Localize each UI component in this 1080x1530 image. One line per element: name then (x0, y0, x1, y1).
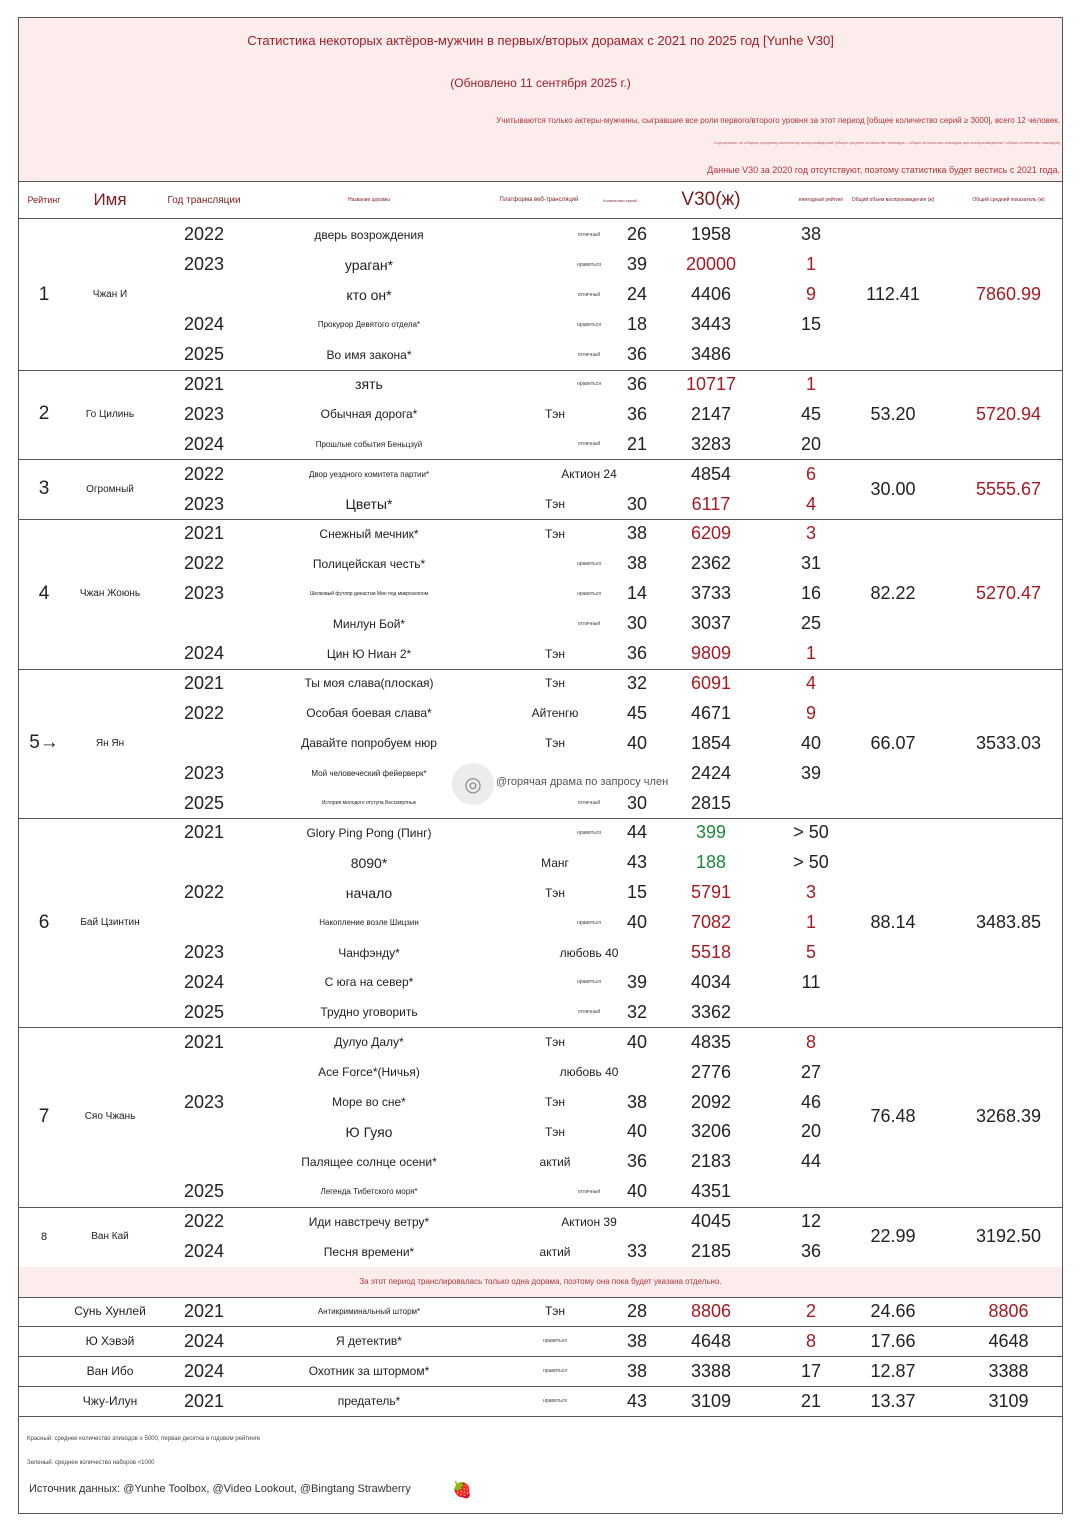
annual-rank: 4 (805, 672, 816, 693)
actor-name: Сунь Хунлей (74, 1304, 146, 1319)
platform-name: нравиться (577, 321, 601, 328)
v30-value: 3486 (690, 344, 732, 365)
total-views: 88.14 (870, 912, 916, 933)
drama-title: Море во сне* (332, 1095, 406, 1110)
platform-name: нравиться (577, 381, 601, 388)
annual-rank: 31 (800, 553, 822, 574)
episode-count: 33 (626, 1241, 648, 1262)
drama-title: Дулуо Далу* (334, 1035, 404, 1050)
average-views: 8806 (988, 1300, 1029, 1321)
platform-name: Тэн (544, 885, 566, 900)
broadcast-year: 2024 (183, 314, 225, 335)
v30-value: 3443 (690, 314, 732, 335)
legend-red: Красный: среднее количество эпизодов ≥ 5000, первая десятка в годовом рейтинге (27, 1436, 261, 1442)
drama-title: дверь возрождения (314, 227, 424, 242)
drama-title: Минлун Бой* (332, 616, 406, 631)
platform-name: Тэн (544, 646, 566, 661)
total-views: 13.37 (870, 1390, 916, 1411)
platform-name: Тэн (544, 1095, 566, 1110)
episode-count: 38 (626, 523, 648, 544)
platform-name: отличный (577, 800, 601, 807)
broadcast-year: 2021 (183, 672, 225, 693)
total-views: 66.07 (870, 732, 916, 753)
annual-rank: 21 (800, 1390, 822, 1411)
col-total-header: Общий объем воспроизведения (ж) (831, 182, 955, 219)
drama-title: Охотник за штормом* (308, 1364, 430, 1379)
platform-name: Тэн (544, 1124, 566, 1139)
average-views: 3533.03 (975, 732, 1042, 753)
episode-count: 38 (626, 1330, 648, 1351)
platform-name: нравиться (543, 1368, 567, 1375)
platform-name: Тэн (544, 526, 566, 541)
broadcast-year (151, 1147, 257, 1177)
annual-rank: 1 (805, 373, 816, 394)
drama-title: Ace Force*(Ничья) (318, 1065, 420, 1080)
drama-title: кто он* (346, 286, 392, 303)
watermark-text: @горячая драма по запросу член (496, 776, 669, 788)
v30-value: 7082 (690, 912, 732, 933)
annual-rank: 12 (800, 1211, 822, 1232)
total-views: 24.66 (870, 1300, 916, 1321)
v30-value: 3388 (690, 1360, 732, 1381)
broadcast-year: 2022 (183, 224, 225, 245)
col-avg-header: Общий средний показатель (ж) (955, 182, 1062, 219)
platform-name: актий (539, 1244, 571, 1259)
platform-name: отличный (577, 620, 601, 627)
broadcast-year: 2023 (183, 942, 225, 963)
single-drama-note: За этот период транслировалась только одна дорама, поэтому она пока будет указана отдельно. (359, 1276, 722, 1286)
annual-rank: 16 (800, 583, 822, 604)
annual-rank: 9 (805, 284, 816, 305)
broadcast-year: 2024 (183, 1360, 225, 1381)
broadcast-year: 2023 (183, 1091, 225, 1112)
actor-name: Го Цилинь (85, 408, 135, 420)
drama-title: Шелковый футляр династии Мин под микроскопом (309, 590, 429, 597)
sheet-header (19, 18, 1062, 182)
broadcast-year: 2025 (183, 1181, 225, 1202)
average-views: 3483.85 (975, 912, 1042, 933)
total-views: 53.20 (870, 403, 916, 424)
broadcast-year: 2022 (183, 882, 225, 903)
annual-rank: 6 (805, 463, 816, 484)
platform-name: отличный (577, 291, 601, 298)
episode-count: 15 (626, 882, 648, 903)
total-views: 112.41 (866, 284, 920, 305)
average-views: 4648 (988, 1330, 1029, 1351)
drama-title: Прокурор Девятого отдела* (317, 320, 421, 330)
broadcast-year: 2025 (183, 792, 225, 813)
platform-name: Тэн (544, 407, 566, 422)
v30-value: 2185 (690, 1241, 732, 1262)
broadcast-year: 2024 (183, 643, 225, 664)
annual-rank: 39 (800, 762, 822, 783)
annual-rank: 9 (805, 702, 816, 723)
platform-name: нравиться (577, 919, 601, 926)
broadcast-year: 2022 (183, 1211, 225, 1232)
average-views: 7860.99 (975, 284, 1042, 305)
broadcast-year: 2025 (183, 344, 225, 365)
col-year-header: Год трансляции (151, 182, 257, 219)
platform-name: отличный (577, 441, 601, 448)
v30-value: 1854 (690, 732, 732, 753)
annual-rank (779, 340, 843, 370)
v30-value: 3283 (690, 433, 732, 454)
total-views: 82.22 (870, 583, 916, 604)
annual-rank (779, 788, 843, 818)
v30-value: 2776 (690, 1061, 732, 1082)
row-divider (19, 1416, 1062, 1417)
v30-value: 6209 (690, 523, 732, 544)
episode-count: 40 (626, 1121, 648, 1142)
episode-count: 24 (626, 284, 648, 305)
drama-title: Чанфэнду* (338, 945, 400, 960)
v30-value: 3109 (690, 1390, 732, 1411)
stats-sheet (18, 17, 1063, 1514)
drama-title: Glory Ping Pong (Пинг) (306, 825, 432, 840)
average-views: 3268.39 (975, 1106, 1042, 1127)
drama-title: Давайте попробуем нюр (301, 736, 437, 751)
broadcast-year: 2023 (183, 403, 225, 424)
annual-rank: 17 (800, 1360, 822, 1381)
v30-value: 4671 (690, 702, 732, 723)
episode-count: 32 (626, 1001, 648, 1022)
episode-count: 30 (626, 493, 648, 514)
rank-number: 6 (38, 911, 50, 933)
average-views: 3192.50 (975, 1226, 1042, 1247)
annual-rank (779, 1177, 843, 1207)
v30-value: 10717 (685, 373, 737, 394)
platform-name: Актион 39 (561, 1214, 617, 1229)
annual-rank: 4 (805, 493, 816, 514)
drama-title: Прошлые события Беньцзуй (315, 439, 423, 449)
platform-name: нравиться (577, 590, 601, 597)
annual-rank: 20 (800, 1121, 822, 1142)
data-source: Источник данных: @Yunhe Toolbox, @Video Lookout, @Bingtang Strawberry (29, 1483, 411, 1495)
actor-name: Чжу-Илун (82, 1394, 138, 1409)
annual-rank: 2 (805, 1300, 816, 1321)
v30-value: 9809 (690, 643, 732, 664)
criteria-note: Учитываются только актеры-мужчины, сыгравшие все роли первого/второго уровня за этот период [общее количество серий ≥ 3000], всего 12 человек. (496, 116, 1060, 125)
drama-title: Во имя закона* (326, 347, 412, 362)
drama-title: ураган* (344, 256, 394, 273)
v30-value: 20000 (685, 254, 737, 275)
platform-name: любовь 40 (559, 1065, 619, 1080)
v30-value: 2147 (690, 403, 732, 424)
v30-value: 4034 (690, 971, 732, 992)
annual-rank: 5 (805, 942, 816, 963)
average-views: 3109 (988, 1390, 1029, 1411)
platform-name: нравиться (543, 1338, 567, 1345)
broadcast-year (151, 1117, 257, 1147)
platform-name: нравиться (577, 560, 601, 567)
actor-name: Чжан И (92, 289, 128, 301)
v30-value: 6117 (691, 493, 731, 514)
total-views: 30.00 (870, 478, 916, 499)
drama-title: начало (345, 884, 393, 901)
annual-rank: 27 (800, 1061, 822, 1082)
v30-value: 4351 (690, 1181, 732, 1202)
drama-title: Ты моя слава(плоская) (304, 676, 434, 691)
v30-value: 6091 (690, 672, 732, 693)
broadcast-year: 2025 (183, 1001, 225, 1022)
v30-value: 2424 (690, 762, 732, 783)
broadcast-year: 2023 (183, 583, 225, 604)
v30-value: 5518 (690, 942, 732, 963)
rank-number: 1 (38, 283, 50, 305)
episode-count: 30 (626, 613, 648, 634)
actor-name: Чжан Жоюнь (79, 588, 141, 600)
drama-title: Особая боевая слава* (306, 706, 432, 721)
platform-name: нравиться (577, 829, 601, 836)
actor-name: Ян Ян (95, 737, 125, 749)
col-annual-header: ежегодный рейтинг (779, 182, 863, 219)
annual-rank: 8 (805, 1330, 816, 1351)
episode-count: 26 (626, 224, 648, 245)
broadcast-year: 2021 (183, 523, 225, 544)
platform-name: Актион 24 (561, 467, 617, 482)
broadcast-year: 2021 (183, 373, 225, 394)
weibo-watermark-icon: ◎ (452, 763, 494, 805)
actor-name: Огромный (86, 483, 134, 495)
platform-name: нравиться (543, 1398, 567, 1405)
col-rank-header: Рейтинг (19, 182, 69, 219)
platform-name: Айтенгю (531, 706, 579, 721)
episode-count: 44 (626, 822, 648, 843)
v30-value: 4045 (690, 1211, 732, 1232)
average-views: 5270.47 (975, 583, 1042, 604)
v30-value: 2362 (690, 553, 732, 574)
sheet-title: Статистика некоторых актёров-мужчин в первых/вторых дорамах с 2021 по 2025 год [Yunhe V30] (247, 33, 834, 48)
total-views: 17.66 (870, 1330, 916, 1351)
broadcast-year: 2024 (183, 1241, 225, 1262)
broadcast-year: 2022 (183, 553, 225, 574)
average-views: 5555.67 (975, 478, 1042, 499)
drama-title: Палящее солнце осени* (301, 1154, 437, 1169)
drama-title: Легенда Тибетского моря* (320, 1187, 418, 1197)
strawberry-icon: 🍓 (452, 1482, 472, 1499)
legend-green: Зеленый: среднее количество наборов <1000 (27, 1460, 155, 1466)
drama-title: Иди навстречу ветру* (308, 1214, 430, 1229)
drama-title: зять (355, 376, 383, 393)
rank-number: 8 (40, 1230, 48, 1243)
col-platform-header: Платформа веб-трансляций (481, 182, 597, 219)
drama-title: Цветы* (345, 496, 393, 513)
col-drama-header: Название дорамы (257, 182, 481, 219)
rank-number: 3 (38, 478, 50, 500)
v30-value: 399 (695, 822, 727, 843)
platform-name: Манг (541, 855, 569, 870)
broadcast-year (151, 1057, 257, 1087)
drama-title: Снежный мечник* (319, 526, 419, 541)
rank-number: 7 (38, 1105, 50, 1127)
annual-rank: 46 (800, 1091, 822, 1112)
annual-rank: 1 (805, 912, 816, 933)
drama-title: Ю Гуяо (345, 1123, 393, 1140)
platform-name: отличный (577, 351, 601, 358)
actor-name: Сяо Чжань (84, 1111, 136, 1123)
average-views: 3388 (988, 1360, 1029, 1381)
v30-value: 8806 (690, 1300, 732, 1321)
broadcast-year (151, 848, 257, 878)
episode-count: 36 (626, 373, 648, 394)
missing-data-note: Данные V30 за 2020 год отсутствуют, поэтому статистика будет вестись с 2021 года. (707, 165, 1060, 175)
average-views: 5720.94 (975, 403, 1042, 424)
broadcast-year: 2023 (183, 762, 225, 783)
broadcast-year (151, 280, 257, 310)
actor-name: Ван Кай (91, 1231, 129, 1243)
broadcast-year: 2021 (183, 822, 225, 843)
drama-title: История молодого отступа Бессмертных (321, 800, 417, 807)
drama-title: Цин Ю Ниан 2* (326, 646, 412, 661)
v30-value: 2815 (690, 792, 732, 813)
col-episodes-header: Количество серий (597, 182, 643, 219)
annual-rank: > 50 (793, 822, 829, 843)
annual-rank: 8 (805, 1031, 816, 1052)
actor-name: Ю Хэвэй (85, 1334, 135, 1349)
v30-value: 3037 (690, 613, 732, 634)
rank-number: 2 (38, 403, 50, 425)
episode-count: 39 (626, 971, 648, 992)
drama-title: Накопление возле Шицзин (319, 918, 419, 928)
drama-title: Антикриминальный шторм* (317, 1306, 421, 1316)
drama-title: Двор уездного комитета партии* (308, 469, 430, 479)
drama-title: Трудно уговорить (320, 1005, 418, 1020)
episode-count: 14 (626, 583, 648, 604)
annual-rank: 45 (800, 403, 822, 424)
annual-rank: 40 (800, 732, 822, 753)
total-views: 76.48 (870, 1106, 916, 1127)
broadcast-year: 2024 (183, 433, 225, 454)
episode-count: 30 (626, 792, 648, 813)
episode-count: 38 (626, 1091, 648, 1112)
episode-count: 45 (626, 702, 648, 723)
annual-rank: 20 (800, 433, 822, 454)
v30-value: 4835 (690, 1031, 732, 1052)
platform-name: Тэн (544, 676, 566, 691)
broadcast-year: 2021 (183, 1031, 225, 1052)
broadcast-year (151, 728, 257, 758)
broadcast-year (151, 908, 257, 938)
drama-title: Песня времени* (323, 1244, 415, 1259)
episode-count: 32 (626, 672, 648, 693)
broadcast-year: 2023 (183, 254, 225, 275)
platform-name: актий (539, 1154, 571, 1169)
drama-title: С юга на север* (324, 975, 414, 990)
annual-rank: 1 (805, 643, 816, 664)
rank-number: 5→ (29, 732, 59, 754)
episode-count: 36 (626, 643, 648, 664)
v30-value: 2183 (690, 1151, 732, 1172)
annual-rank: > 50 (793, 852, 829, 873)
annual-rank: 36 (800, 1241, 822, 1262)
v30-value: 1958 (690, 224, 732, 245)
broadcast-year (151, 609, 257, 639)
v30-value: 3206 (690, 1121, 732, 1142)
episode-count: 39 (626, 254, 648, 275)
broadcast-year: 2022 (183, 463, 225, 484)
platform-name: отличный (577, 1188, 601, 1195)
episode-count: 36 (626, 344, 648, 365)
annual-rank: 3 (805, 882, 816, 903)
platform-name: нравиться (577, 261, 601, 268)
v30-value: 2092 (690, 1091, 732, 1112)
episode-count: 38 (626, 1360, 648, 1381)
drama-title: Я детектив* (336, 1334, 402, 1349)
platform-name: Тэн (544, 1035, 566, 1050)
broadcast-year: 2024 (183, 971, 225, 992)
episode-count: 40 (626, 912, 648, 933)
annual-rank: 44 (800, 1151, 822, 1172)
col-name-header: Имя (69, 182, 151, 219)
episode-count: 40 (626, 1031, 648, 1052)
broadcast-year: 2023 (183, 493, 225, 514)
broadcast-year: 2021 (183, 1390, 225, 1411)
episode-count: 28 (626, 1300, 648, 1321)
rank-number: 4 (38, 582, 50, 604)
drama-title: 8090* (350, 854, 388, 871)
total-views: 12.87 (870, 1360, 916, 1381)
annual-rank: 1 (805, 254, 816, 275)
v30-value: 4406 (690, 284, 732, 305)
drama-title: Полицейская честь* (312, 556, 426, 571)
sorting-note: Сортировать по общему среднему количеству воспроизведений (общее среднее количество эпизодов = общее количество эпизодов при воспроизведении / общее количество эпизодов) (713, 140, 1060, 145)
platform-name: Тэн (544, 497, 566, 512)
annual-rank: 15 (800, 314, 822, 335)
annual-rank: 3 (805, 523, 816, 544)
annual-rank: 25 (800, 613, 822, 634)
broadcast-year: 2024 (183, 1330, 225, 1351)
actor-name: Бай Цзинтин (80, 917, 140, 929)
v30-value: 3362 (690, 1001, 732, 1022)
platform-name: любовь 40 (559, 945, 619, 960)
platform-name: Тэн (544, 1304, 566, 1319)
episode-count: 36 (626, 1151, 648, 1172)
annual-rank: 38 (800, 224, 822, 245)
drama-title: Обычная дорога* (320, 407, 418, 422)
actor-name: Ван Ибо (86, 1364, 134, 1379)
drama-title: Мой человеческий фейерверк* (311, 768, 427, 778)
v30-value: 3733 (690, 583, 732, 604)
updated-date: (Обновлено 11 сентября 2025 г.) (450, 76, 631, 90)
total-views: 22.99 (870, 1226, 916, 1247)
drama-title: предатель* (337, 1394, 401, 1409)
broadcast-year: 2021 (183, 1300, 225, 1321)
v30-value: 4648 (690, 1330, 732, 1351)
episode-count: 36 (626, 403, 648, 424)
platform-name: нравиться (577, 979, 601, 986)
col-v30-header: V30(ж) (643, 182, 779, 219)
episode-count: 43 (626, 1390, 648, 1411)
episode-count: 40 (626, 732, 648, 753)
episode-count: 18 (626, 314, 648, 335)
platform-name: отличный (577, 231, 601, 238)
v30-value: 188 (695, 852, 727, 873)
episode-count: 21 (626, 433, 648, 454)
v30-value: 5791 (690, 882, 732, 903)
annual-rank (779, 997, 843, 1027)
episode-count: 43 (626, 852, 648, 873)
annual-rank: 11 (801, 971, 821, 992)
platform-name: Тэн (544, 736, 566, 751)
episode-count: 38 (626, 553, 648, 574)
episode-count: 40 (626, 1181, 648, 1202)
platform-name: отличный (577, 1009, 601, 1016)
v30-value: 4854 (690, 463, 732, 484)
broadcast-year: 2022 (183, 702, 225, 723)
